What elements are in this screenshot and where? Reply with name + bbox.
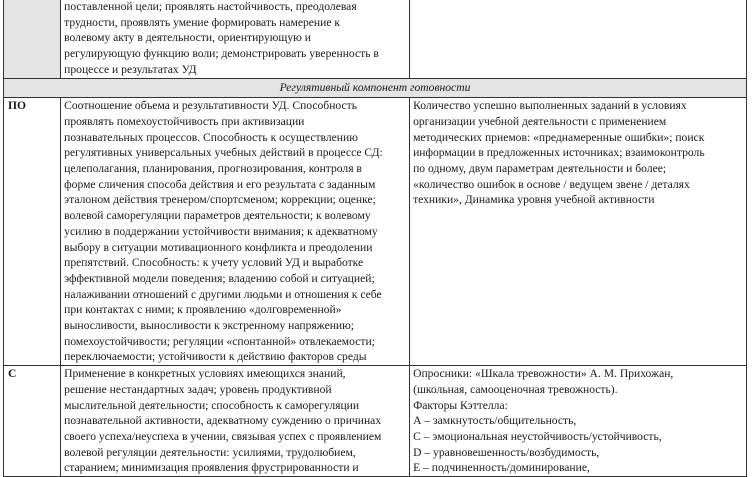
- table-row: [4, 98, 747, 366]
- table-row: [4, 366, 747, 477]
- text-line: мыслительной деятельности; способность к саморегуляции: [64, 398, 360, 412]
- row-code-cell: С: [4, 366, 61, 477]
- text-line: помехоустойчивости; регуляции «спонтанной» отвлекаемости;: [64, 334, 375, 348]
- criteria-cell: [61, 0, 410, 78]
- text-line: процессе и результатах УД: [64, 62, 197, 76]
- text-line: решение нестандартных задач; уровень продуктивной: [64, 382, 332, 396]
- readiness-table: [3, 0, 747, 477]
- text-line: проявлять помехоустойчивость при активизации: [64, 114, 305, 128]
- criteria-cell: [61, 366, 410, 477]
- table-row: [4, 0, 747, 78]
- text-line: информации в предложенных источниках; взаимоконтроль: [413, 146, 705, 160]
- criteria-cell: [61, 98, 410, 366]
- text-line: выносливости, выносливости к экстренному напряжению;: [64, 319, 355, 333]
- text-line: Факторы Кэттелла:: [413, 398, 508, 412]
- text-line: регулятивных универсальных учебных действий в процессе СД:: [64, 146, 383, 160]
- text-line: (школьная, самооценочная тревожность).: [413, 382, 618, 396]
- indicators-cell: [410, 0, 747, 78]
- text-line: регулирующую функцию воли; демонстрировать уверенность в: [64, 47, 379, 61]
- row-code-cell: ПО: [4, 98, 61, 366]
- text-line: своего успеха/неуспеха в учении, связывая успех с проявлением: [64, 429, 382, 443]
- text-line: форме сличения способа действия и его результата с заданным: [64, 177, 376, 191]
- text-line: старанием; минимизация проявления фрустрированности и: [64, 461, 359, 475]
- text-line: выбору в ситуации мотивационного конфликта и преодолении: [64, 240, 373, 254]
- text-line: познавательных процессов. Способность к осуществлению: [64, 130, 358, 144]
- text-line: Применение в конкретных условиях имеющихся знаний,: [64, 367, 346, 381]
- indicators-cell: [410, 366, 747, 477]
- text-line: методических приемов: «преднамеренные ошибки»; поиск: [413, 130, 705, 144]
- text-line: познавательной активности, адекватному суждению о причинах: [64, 414, 382, 428]
- text-line: волевой регуляции деятельности: усилиями, трудолюбием,: [64, 445, 356, 459]
- section-header-row: [4, 78, 747, 98]
- text-line: А – замкнутость/общительность,: [413, 414, 577, 428]
- text-line: усилию в поддержании устойчивости внимания; к адекватному: [64, 224, 378, 238]
- text-line: E – подчиненность/доминирование,: [413, 461, 590, 475]
- text-line: Опросники: «Шкала тревожности» А. М. Прихожан,: [413, 367, 674, 381]
- text-line: Количество успешно выполненных заданий в условиях: [413, 99, 687, 113]
- text-line: техники», Динамика уровня учебной активности: [413, 193, 655, 207]
- text-line: волевому акту в деятельности, ориентирующую и: [64, 31, 311, 45]
- text-line: поставленной цели; проявлять настойчивость, преодолевая: [64, 0, 357, 13]
- indicators-cell: [410, 98, 747, 366]
- text-line: трудности, проявлять умение формировать намерение к: [64, 15, 340, 29]
- text-line: при контактах с ними; к проявлению «долговременной»: [64, 303, 342, 317]
- text-line: С – эмоциональная неустойчивость/устойчивость,: [413, 429, 662, 443]
- text-line: эталоном действия тренером/спортсменом; коррекции; оценке;: [64, 193, 376, 207]
- text-line: целеполагания, планирования, прогнозирования, контроля в: [64, 162, 362, 176]
- text-line: организации учебной деятельности с применением: [413, 114, 667, 128]
- text-line: переключаемости; устойчивости к действию факторов среды: [64, 350, 367, 364]
- text-line: эффективной модели поведения; владению собой и ситуацией;: [64, 271, 375, 285]
- text-line: D – уравновешенность/возбудимость,: [413, 445, 600, 459]
- text-line: волевой саморегуляции параметров деятельности; к волевому: [64, 209, 371, 223]
- text-line: препятствий. Способность: к учету условий УД и выработке: [64, 256, 364, 270]
- text-line: Соотношение объема и результативности УД. Способность: [64, 99, 358, 113]
- text-line: налаживании отношений с другими людьми и отношения к себе: [64, 287, 382, 301]
- section-title: Регулятивный компонент готовности: [4, 78, 747, 98]
- text-line: «количество ошибок в основе / ведущем звене / деталях: [413, 177, 690, 191]
- text-line: по одному, двум параметрам деятельности и более;: [413, 162, 667, 176]
- row-code-cell: [4, 0, 61, 78]
